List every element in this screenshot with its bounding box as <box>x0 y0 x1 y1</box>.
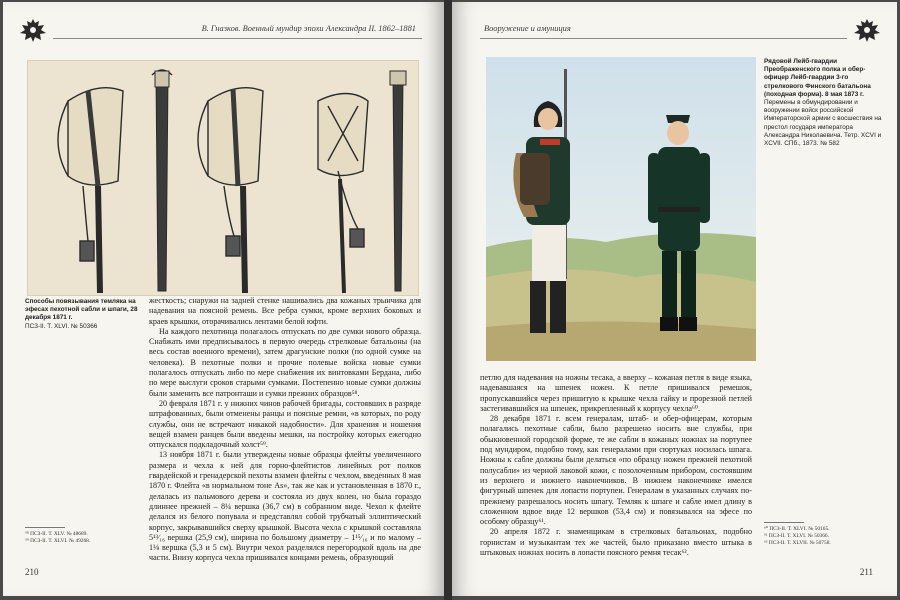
book-gutter <box>444 0 452 600</box>
footnote-rule <box>25 527 65 528</box>
illustration-caption <box>25 298 143 331</box>
running-head: Вооружение и амуниция <box>484 24 571 33</box>
header-rule <box>480 38 847 39</box>
saber-hilt-drawing <box>58 88 123 293</box>
paragraph: 20 февраля 1871 г. у нижних чинов рабочей бригады, состоявших в разряде штрафованных, были отменены ранцы и поясные ремни, «в которых, по роду службы, они не встречают никакой надобности». Для хранения и ношения вещей взамен ранцев были введены мешки, на постройку которых ежегодно отпускался подкладочный холст⁵⁹. <box>149 398 421 450</box>
page-number: 210 <box>25 567 39 577</box>
main-text <box>149 296 421 564</box>
right-page <box>452 2 897 596</box>
paragraph: 20 апреля 1872 г. знаменщикам в стрелковых батальонах, подобно горнистам и музыкантам тех же частей, было приказано вместо штыка в штыковых ножнах носить в лопасти поясного ремня тесак⁶². <box>480 527 752 558</box>
header-rule <box>53 38 422 39</box>
footnote-rule <box>764 522 804 523</box>
caption-source: ПСЗ-II. Т. XLVI. № 50366 <box>25 322 98 330</box>
footnote: ⁶⁰ ПСЗ-II. Т. XLVI. № 50165. <box>764 526 830 532</box>
footnote: ⁶² ПСЗ-II. Т. XLVII. № 50758. <box>764 540 831 546</box>
page-number: 211 <box>859 567 873 577</box>
footnote: ⁵⁹ ПСЗ-II. Т. XLVI. № 49268. <box>25 538 91 544</box>
footnotes <box>764 522 874 547</box>
running-head: В. Гназков. Военный мундир эпохи Александра II. 1862–1881 <box>201 24 416 33</box>
paragraph: На каждого пехотинца полагалось отпускать по две сумки нового образца. Снабжать ими предписывалось в первую очередь стрелковые батальоны (на весь состав военного времени), затем драгунские полки (по одной сумке на человека). В пехотные полки и прочие полевые войска новые сумки полагалось отпускать либо по мере снабжения их винтовками Бердана, либо по мере выслуги сроков старыми сумками. Постепенно новые сумки должны были заменить все патронташи и сумки прежних образцов⁵⁸. <box>149 326 421 398</box>
footnote: ⁵⁸ ПСЗ-II. Т. XLV. № 48689. <box>25 531 88 537</box>
saber-illustration <box>27 60 419 296</box>
footnote: ⁶¹ ПСЗ-II. Т. XLVI. № 50366. <box>764 533 829 539</box>
paragraph: 28 декабря 1871 г. всем генералам, штаб- и обер-офицерам, которым полагались пехотные сабли, было разрешено носить вне службы, при обыкновенной городской форме, те же сабли в кожаных ножнах на портупее под мундиром, подобно тому, как генералами при сюртуках носилась шпага. Ножны к сабле должны были делаться «по образцу ножен прежней пехотной полусабли» из черной лаковой кожи, с позолоченным прибором, состоявшим из верхнего и нижнего наконечников. В нижнем наконечнике имелся фигурный шпенек для лопасти портупеи. Генералам в указанных случаях по-прежнему разрешалось носить шпагу. Темляк к шпаге и сабле имел длину в сложенном вдвое виде 12 вершков (53,4 см) и повязывался на эфесе по особому образцу⁶¹. <box>480 414 752 527</box>
uniform-color-plate <box>486 57 756 361</box>
caption-source: Перемены в обмундировании и вооружении войск российской Императорской армии с восшествия на престол государя императора Александра Николаевича. Тетр. XCVI и XCVII. СПб., 1873. № 582 <box>764 99 882 148</box>
main-text <box>480 373 752 558</box>
paragraph: петлю для надевания на ножны тесака, а вверху – кожаная петля в виде языка, надевавшаяся на шпенек ножен. К петле пришивался ремешок, пропускавшийся через пришитую к крышке чехла гайку и прорезной петлей застегивавшийся на шпенек, прикрепленный к корпусу чехла⁶⁰. <box>480 373 752 413</box>
caption-title: Рядовой Лейб-гвардии Преображенского полка и обер-офицер Лейб-гвардии 3-го стрелкового Финского батальона (походная форма). 8 мая 1873 г. <box>764 58 871 98</box>
imperial-eagle-icon <box>851 16 883 44</box>
left-page <box>3 2 444 596</box>
plate-caption <box>764 58 882 148</box>
footnotes <box>25 527 143 545</box>
paragraph: жесткость; снаружи на задней стенке нашивались два кожаных трынчика для надевания на поясной ремень. Все ребра сумки, кроме верхних боковых и краев крышки, оторачивались лентами белой юфти. <box>149 296 421 326</box>
paragraph: 13 ноября 1871 г. были утверждены новые образцы флейты увеличенного размера и чехла к ней для горно-флейтистов линейных рот полков гвардейской и гренадерской пехоты взамен флейты с чехлом, введенных 8 мая 1870 г. Флейта «в нормальном тоне As», так же как и установленная в 1870 г., делалась из пальмового дерева и состояла из двух колен, но была гораздо длиннее прежней – 8¼ вершка (36,7 см) в собранном виде. Чехол к флейте делался из белого попувала и представлял собой трубчатый эллиптический корпус, закрывавшийся сверху крышкой. Высота чехла с крышкой составляла 5¹³⁄₁₆ вершка (25,9 см), ширина по большому диаметру – 1¹⁵⁄₁₆ и по малому – 1⅛ вершка (5,3 и 5 см). Внутри чехол разделялся перегородкой вдоль на две части. Внизу корпуса чехла пришивался концами ремень, образующий <box>149 450 421 563</box>
caption-title: Способы повязывания темляка на эфесах пехотной сабли и шпаги, 28 декабря 1871 г. <box>25 298 138 322</box>
imperial-eagle-icon <box>17 16 49 44</box>
